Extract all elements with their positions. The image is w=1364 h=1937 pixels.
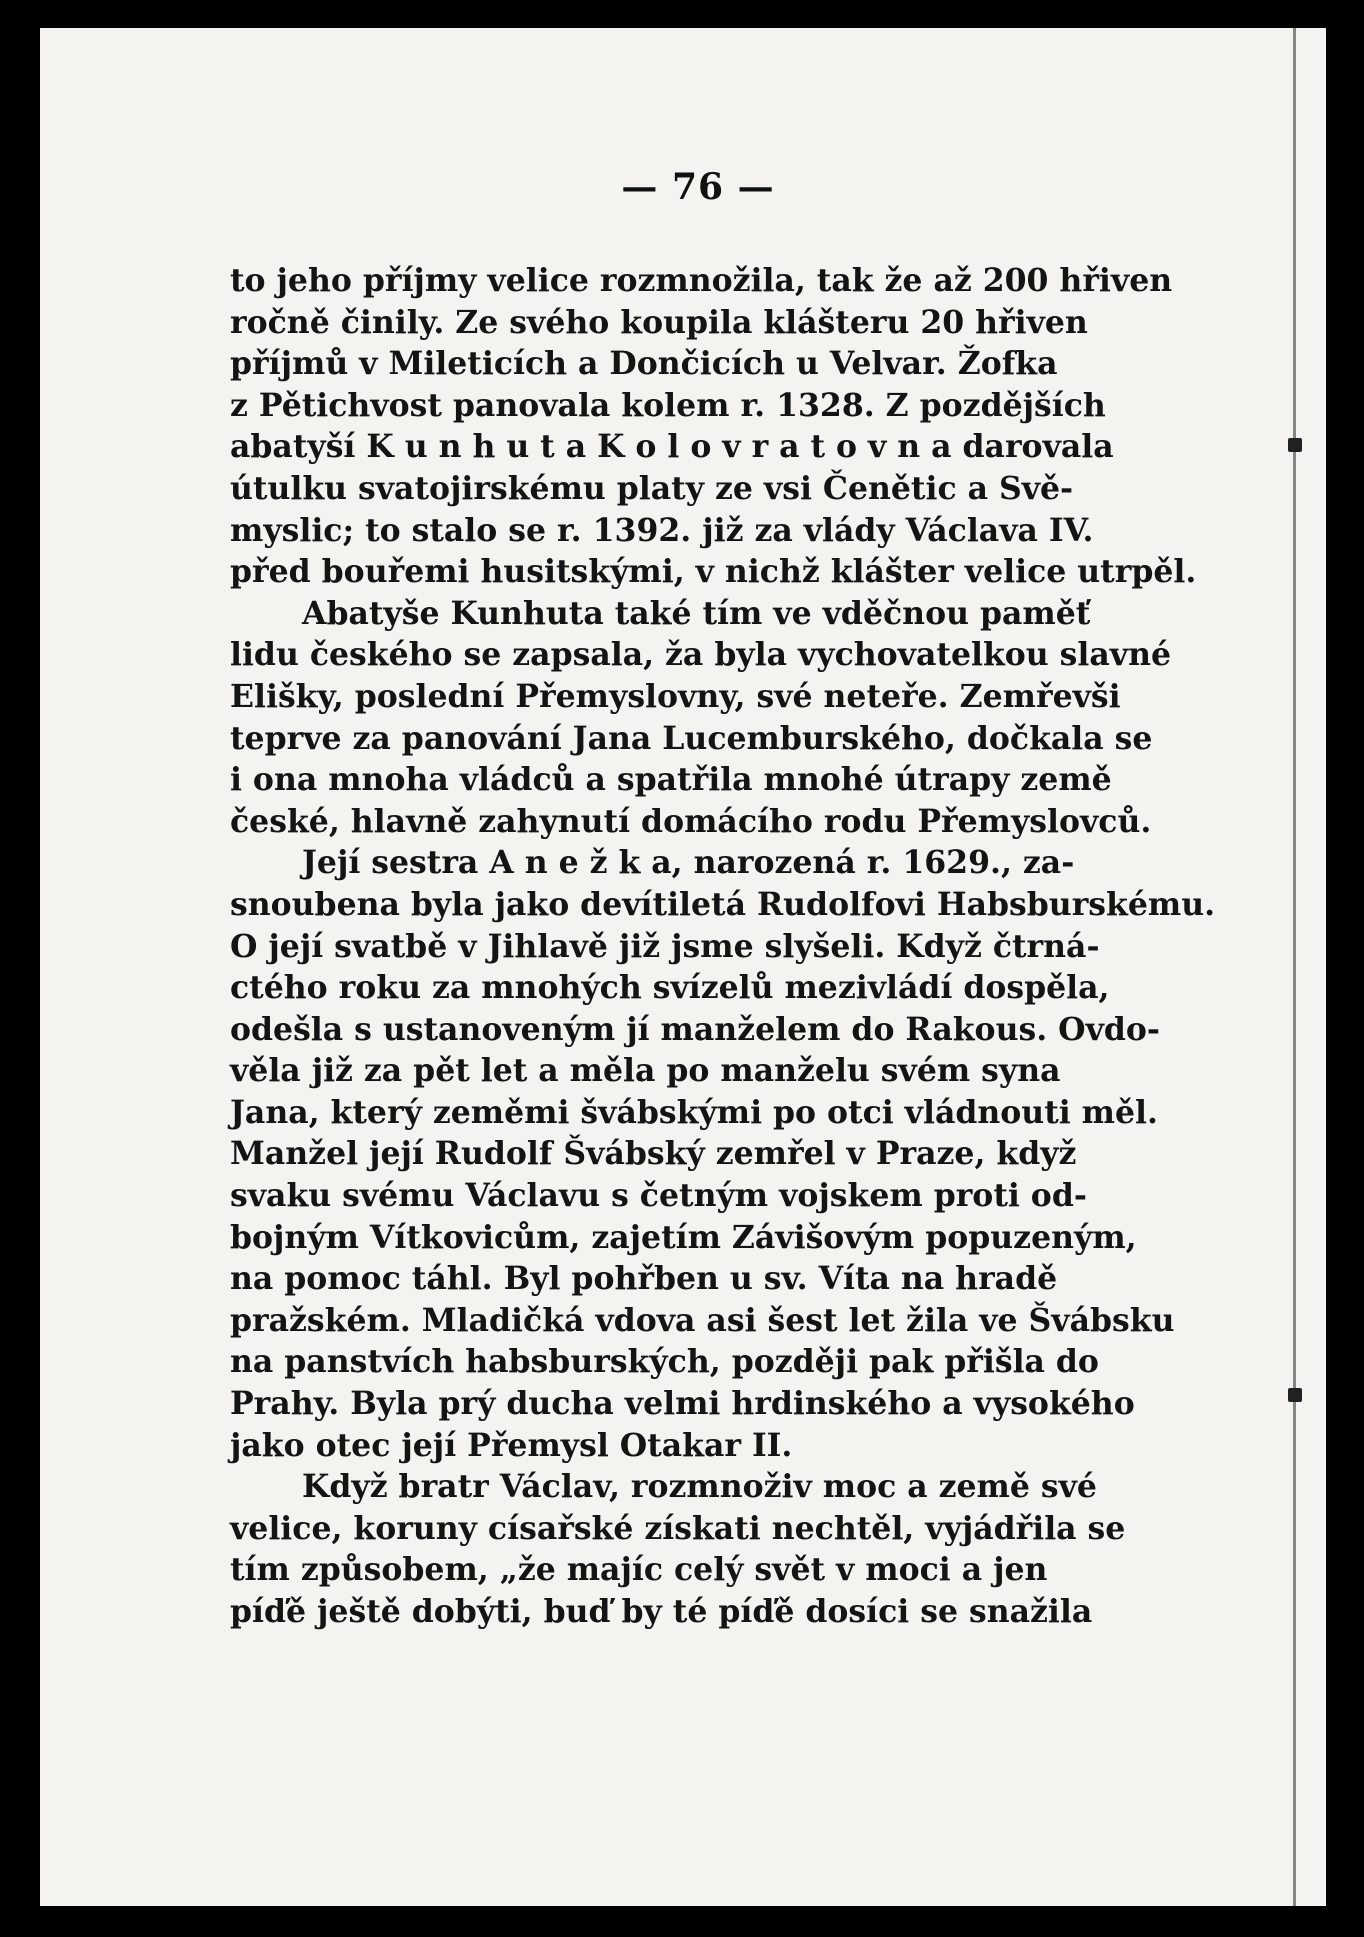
text-line: jako otec její Přemysl Otakar II. bbox=[230, 1426, 793, 1464]
margin-mark bbox=[1288, 438, 1302, 452]
text-line: na panstvích habsburských, později pak přišla do bbox=[230, 1343, 1099, 1381]
text-line: pražském. Mladičká vdova asi šest let žila ve Švábsku bbox=[230, 1301, 1175, 1339]
text-line: Její sestra A n e ž k a, narozená r. 1629., za- bbox=[302, 844, 1075, 882]
text-line: lidu českého se zapsala, ža byla vychovatelkou slavné bbox=[230, 636, 1172, 674]
text-line: příjmů v Mileticích a Dončicích u Velvar. Žofka bbox=[230, 345, 1058, 383]
text-line: tím způsobem, „že majíc celý svět v moci a jen bbox=[230, 1551, 1048, 1589]
text-line: i ona mnoha vládců a spatřila mnohé útrapy země bbox=[230, 761, 1112, 799]
text-line: svaku svému Václavu s četným vojskem proti od- bbox=[230, 1177, 1087, 1215]
text-line: Jana, který zeměmi švábskými po otci vládnouti měl. bbox=[230, 1093, 1158, 1131]
text-line: odešla s ustanoveným jí manželem do Rakous. Ovdo- bbox=[230, 1010, 1160, 1048]
text-line: Elišky, poslední Přemyslovny, své neteře. Zemřevši bbox=[230, 677, 1121, 715]
text-line: útulku svatojirskému platy ze vsi Čenětic a Svě- bbox=[230, 469, 1074, 507]
text-line: bojným Vítkovicům, zajetím Závišovým popuzeným, bbox=[230, 1218, 1137, 1256]
scanned-page bbox=[40, 28, 1326, 1906]
text-line: velice, koruny císařské získati nechtěl, vyjádřila se bbox=[230, 1509, 1126, 1547]
text-line: to jeho příjmy velice rozmnožila, tak že až 200 hřiven bbox=[230, 262, 1173, 299]
text-line: teprve za panování Jana Lucemburského, dočkala se bbox=[230, 719, 1153, 757]
text-line: na pomoc táhl. Byl pohřben u sv. Víta na hradě bbox=[230, 1260, 1058, 1298]
page-edge-shadow bbox=[1293, 28, 1296, 1906]
text-line: z Pětichvost panovala kolem r. 1328. Z pozdějších bbox=[230, 386, 1106, 424]
page-number: — 76 — bbox=[621, 166, 775, 208]
text-line: ročně činily. Ze svého koupila klášteru 20 hřiven bbox=[230, 303, 1088, 341]
text-line: myslic; to stalo se r. 1392. již za vlády Václava IV. bbox=[230, 511, 1094, 549]
text-line: české, hlavně zahynutí domácího rodu Přemyslovců. bbox=[230, 802, 1152, 840]
text-line: Když bratr Václav, rozmnoživ moc a země své bbox=[302, 1468, 1097, 1506]
text-line: píďě ještě dobýti, buď by té píďě dosíci se snažila bbox=[230, 1593, 1093, 1630]
text-line: snoubena byla jako devítiletá Rudolfovi Habsburskému. bbox=[230, 885, 1216, 923]
text-line: Manžel její Rudolf Švábský zemřel v Praze, když bbox=[230, 1135, 1077, 1173]
margin-mark bbox=[1288, 1388, 1302, 1402]
text-line: ctého roku za mnohých svízelů mezivládí dospěla, bbox=[230, 969, 1110, 1007]
text-line: abatyší K u n h u t a K o l o v r a t o v n a darovala bbox=[230, 428, 1114, 466]
text-line: Abatyše Kunhuta také tím ve vděčnou paměť bbox=[302, 594, 1091, 632]
text-line: věla již za pět let a měla po manželu svém syna bbox=[230, 1052, 1061, 1090]
body-text bbox=[230, 260, 1230, 1633]
text-line: O její svatbě v Jihlavě již jsme slyšeli. Když čtrná- bbox=[230, 927, 1100, 965]
text-line: Prahy. Byla prý ducha velmi hrdinského a vysokého bbox=[230, 1385, 1135, 1423]
text-line: před bouřemi husitskými, v nichž klášter velice utrpěl. bbox=[230, 553, 1197, 591]
